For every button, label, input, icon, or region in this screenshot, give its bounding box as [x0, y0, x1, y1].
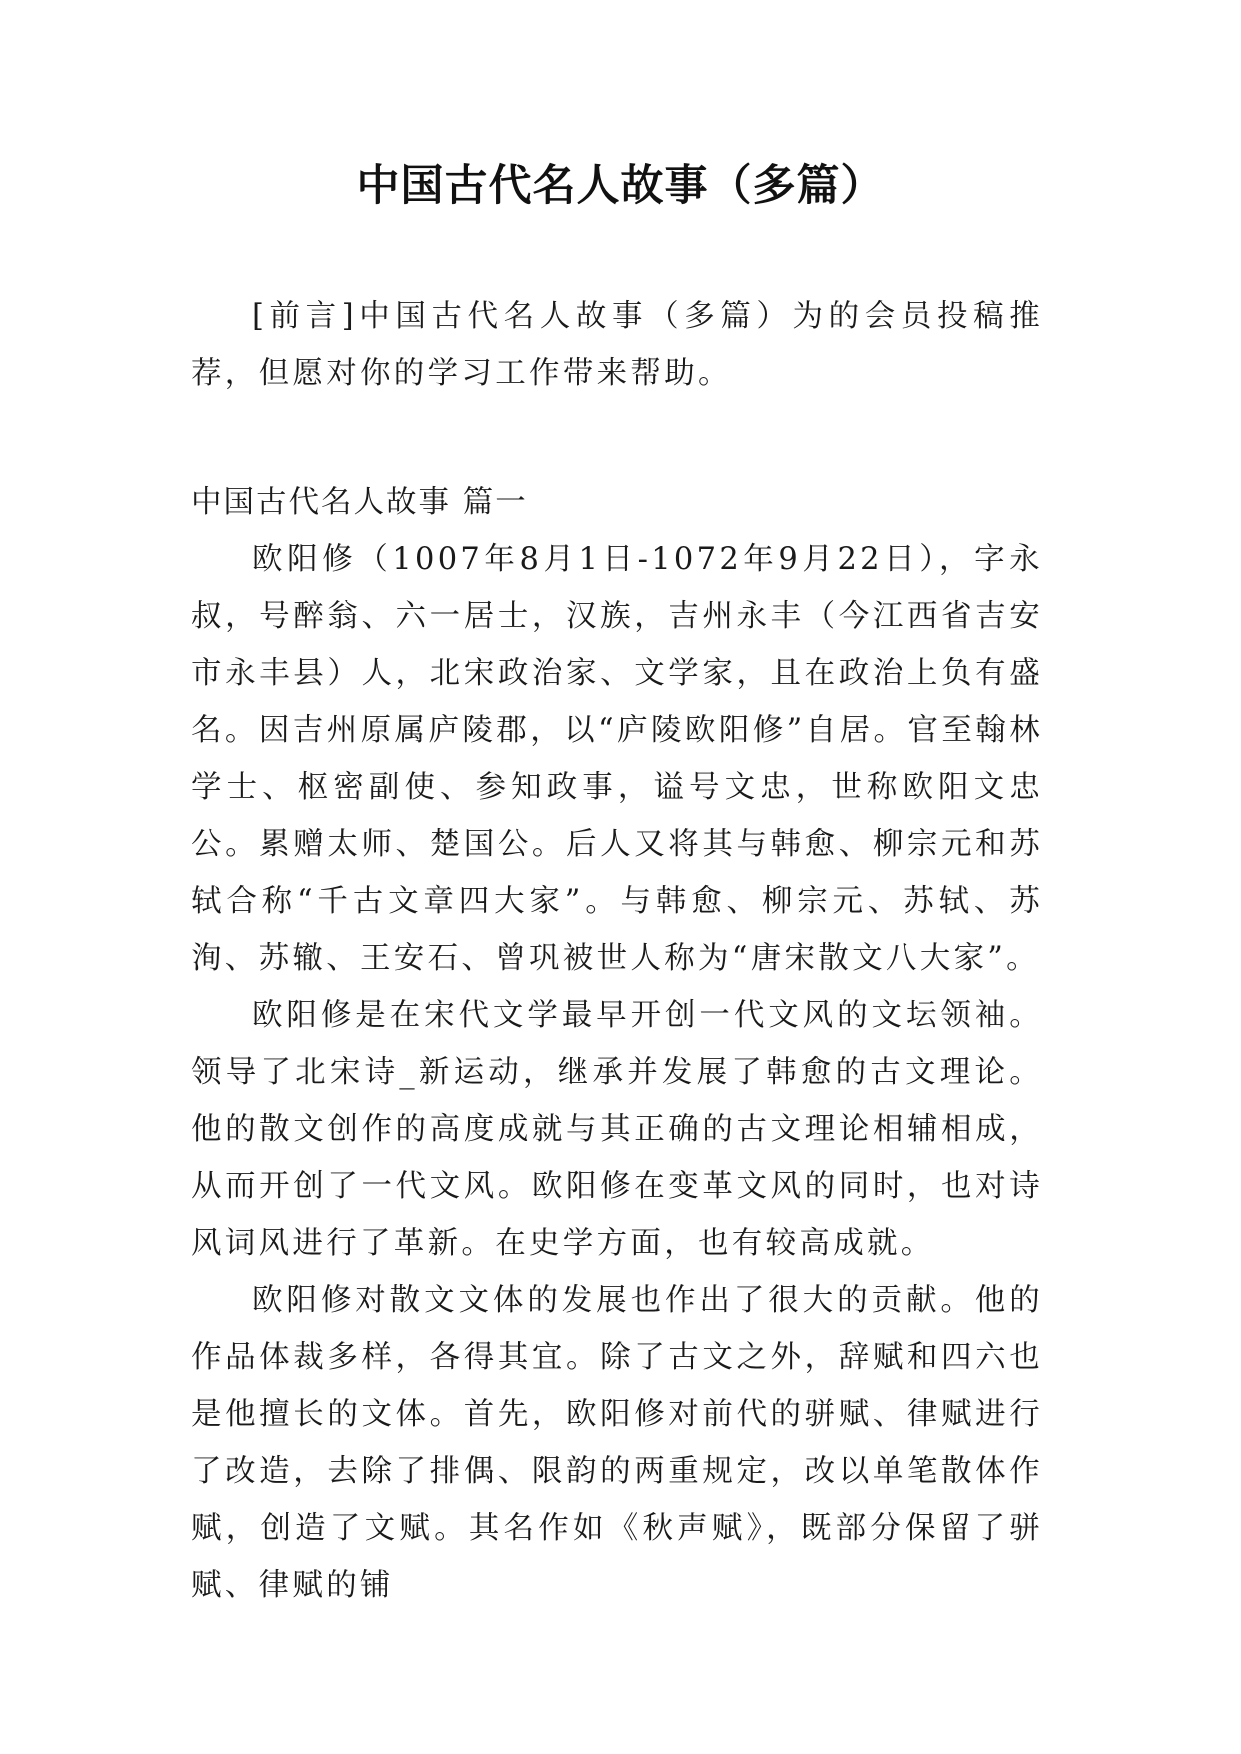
preface-paragraph: [前言]中国古代名人故事（多篇）为的会员投稿推荐，但愿对你的学习工作带来帮助。: [191, 299, 1043, 391]
body-paragraph: 欧阳修对散文文体的发展也作出了很大的贡献。他的作品体裁多样，各得其宜。除了古文之外，辞赋和四六也是他擅长的文体。首先，欧阳修对前代的骈赋、律赋进行了改造，去除了排偶、限韵的两重规定，改以单笔散体作赋，创造了文赋。其名作如《秋声赋》，既部分保留了骈赋、律赋的铺: [191, 1283, 1043, 1603]
document-title: 中国古代名人故事（多篇）: [356, 161, 885, 211]
document-body: [191, 288, 1043, 1614]
body-paragraph: 欧阳修（1007年8月1日-1072年9月22日），字永叔，号醉翁、六一居士，汉族，吉州永丰（今江西省吉安市永丰县）人，北宋政治家、文学家，且在政治上负有盛名。因吉州原属庐陵郡，以“庐陵欧阳修”自居。官至翰林学士、枢密副使、参知政事，谥号文忠，世称欧阳文忠公。累赠太师、楚国公。后人又将其与韩愈、柳宗元和苏轼合称“千古文章四大家”。与韩愈、柳宗元、苏轼、苏洵、苏辙、王安石、曾巩被世人称为“唐宋散文八大家”。: [191, 542, 1043, 976]
section-heading: 中国古代名人故事 篇一: [191, 485, 528, 520]
body-paragraph: 欧阳修是在宋代文学最早开创一代文风的文坛领袖。领导了北宋诗_新运动，继承并发展了韩愈的古文理论。他的散文创作的高度成就与其正确的古文理论相辅相成，从而开创了一代文风。欧阳修在变革文风的同时，也对诗风词风进行了革新。在史学方面，也有较高成就。: [191, 998, 1043, 1261]
